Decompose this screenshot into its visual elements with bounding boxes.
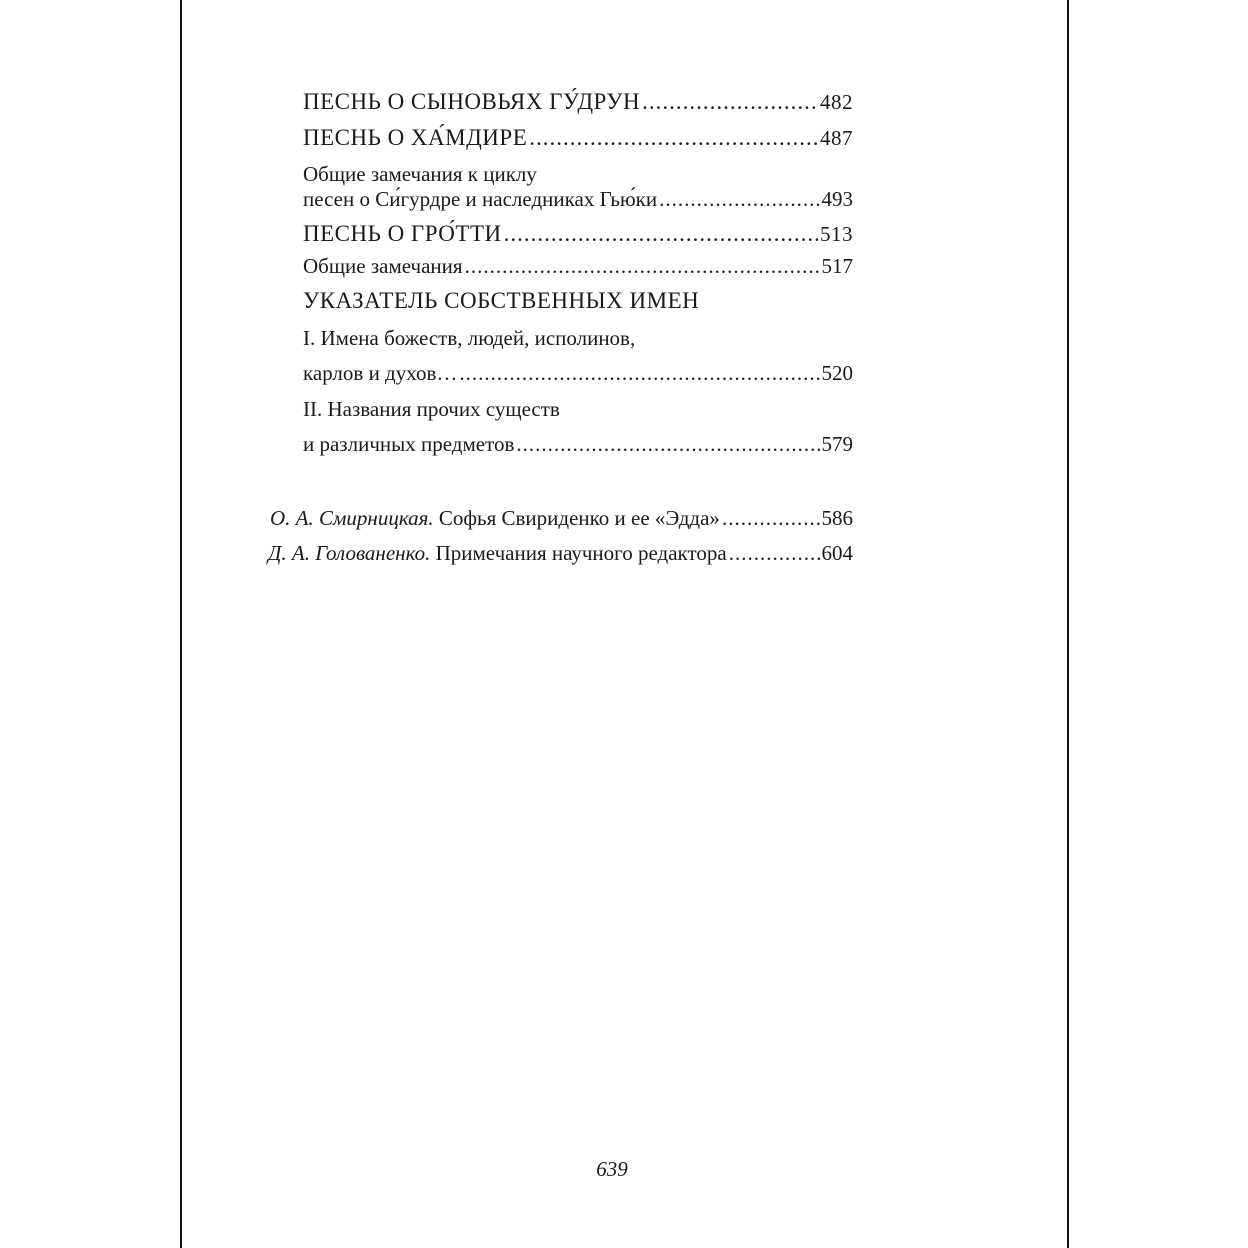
dot-leader bbox=[722, 506, 820, 531]
toc-entry-author: О. А. Смирницкая. bbox=[270, 506, 434, 530]
toc-page-number: 579 bbox=[821, 432, 853, 456]
toc-entry-title-wrap bbox=[270, 506, 720, 531]
toc-page-number: 520 bbox=[821, 361, 853, 385]
dot-leader bbox=[529, 125, 818, 151]
toc-page-number: 586 bbox=[821, 506, 853, 530]
toc-index-part1-line1: I. Имена божеств, людей, исполинов, bbox=[303, 326, 636, 350]
toc-entry-general-notes[interactable] bbox=[303, 254, 853, 279]
toc-entry-title: и различных предметов bbox=[303, 432, 515, 456]
dot-leader bbox=[642, 89, 818, 115]
toc-entry-gudrun-sons[interactable] bbox=[303, 89, 853, 115]
toc-entry-general-notes-cycle[interactable] bbox=[303, 187, 853, 212]
toc-page-number: 487 bbox=[820, 126, 853, 150]
toc-entry-title: ПЕСНЬ О ХА́МДИРЕ bbox=[303, 125, 528, 150]
toc-entry-smirnitskaya[interactable] bbox=[270, 506, 853, 531]
toc-entry-title: ПЕСНЬ О СЫНОВЬЯХ ГУ́ДРУН bbox=[303, 89, 641, 114]
toc-entry-title: Софья Свириденко и ее «Эдда» bbox=[438, 506, 720, 530]
toc-page-number: 493 bbox=[821, 187, 853, 211]
toc-entry-golovanenko[interactable] bbox=[268, 541, 853, 566]
toc-page-number: 604 bbox=[821, 541, 853, 565]
dot-leader bbox=[459, 361, 819, 386]
toc-entry-index-part1[interactable] bbox=[303, 361, 853, 386]
toc-entry-title: ПЕСНЬ О ГРО́ТТИ bbox=[303, 221, 502, 246]
toc-index-part2-line1: II. Названия прочих существ bbox=[303, 397, 560, 421]
toc-page-number: 517 bbox=[821, 254, 853, 278]
toc-entry-title-wrap bbox=[268, 541, 727, 566]
toc-entry-title: песен о Си́гурдре и наследниках Гью́ки bbox=[303, 187, 658, 211]
toc-entry-title: карлов и духов… bbox=[303, 361, 458, 385]
toc-entry-author: Д. А. Голованенко. bbox=[268, 541, 431, 565]
dot-leader bbox=[465, 254, 820, 279]
toc-entry-title: Общие замечания bbox=[303, 254, 463, 278]
dot-leader bbox=[504, 221, 818, 247]
toc-page-number: 513 bbox=[820, 222, 853, 246]
dot-leader bbox=[659, 187, 819, 212]
toc-entry-title: Примечания научного редактора bbox=[435, 541, 727, 565]
toc-entry-grotti[interactable] bbox=[303, 221, 853, 247]
toc-entry-index-part2[interactable] bbox=[303, 432, 853, 457]
toc-entry-hamdir[interactable] bbox=[303, 125, 853, 151]
toc-page-number: 482 bbox=[820, 90, 853, 114]
toc-entry-general-notes-cycle-line1: Общие замечания к циклу bbox=[303, 162, 537, 186]
dot-leader bbox=[729, 541, 820, 566]
toc-index-heading[interactable]: УКАЗАТЕЛЬ СОБСТВЕННЫХ ИМЕН bbox=[303, 288, 700, 313]
page-number-folio: 639 bbox=[596, 1157, 628, 1181]
dot-leader bbox=[516, 432, 819, 457]
